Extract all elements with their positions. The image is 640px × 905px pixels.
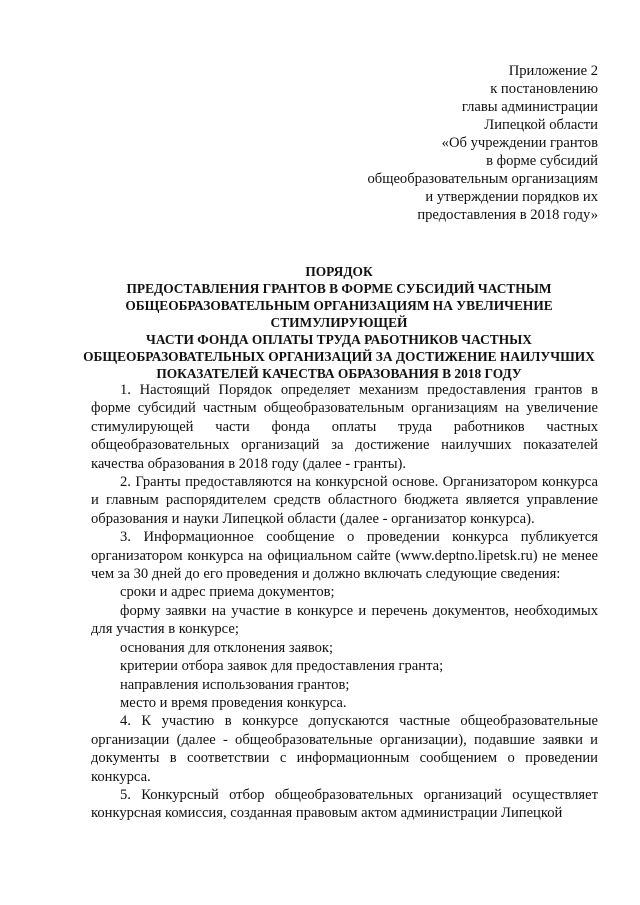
appendix-line: и утверждении порядков их (425, 189, 598, 205)
appendix-line: к постановлению (490, 81, 598, 97)
appendix-block (298, 62, 598, 224)
list-item-selection-criteria: критерии отбора заявок для предоставления гранта; (120, 658, 444, 675)
title-line: ПОРЯДОК (305, 264, 373, 279)
appendix-line: в форме субсидий (486, 153, 598, 169)
title-line: ПРЕДОСТАВЛЕНИЯ ГРАНТОВ В ФОРМЕ СУБСИДИЙ ЧАСТНЫМ (126, 281, 552, 296)
appendix-line: главы администрации (461, 99, 598, 115)
list-item-deadlines: сроки и адрес приема документов; (120, 584, 335, 601)
title-line: ЧАСТИ ФОНДА ОПЛАТЫ ТРУДА РАБОТНИКОВ ЧАСТНЫХ (146, 332, 532, 347)
list-item-grant-usage: направления использования грантов; (120, 676, 350, 693)
title-line: ОБЩЕОБРАЗОВАТЕЛЬНЫМ ОРГАНИЗАЦИЯМ НА УВЕЛИЧЕНИЕ (125, 298, 553, 313)
title-line: ОБЩЕОБРАЗОВАТЕЛЬНЫХ ОРГАНИЗАЦИЙ ЗА ДОСТИЖЕНИЕ НАИЛУЧШИХ (83, 349, 595, 364)
paragraph-5: 5. Конкурсный отбор общеобразовательных организаций осуществляет конкурсная комиссия, созданная правовым актом администрации Липецкой (91, 786, 598, 822)
paragraph-3: 3. Информационное сообщение о проведении конкурса публикуется организатором конкурса на официальном сайте (www.deptno.lipetsk.ru) не менее чем за 30 дней до его проведения и должно включать следующие сведения: (91, 529, 598, 583)
paragraph-1: 1. Настоящий Порядок определяет механизм предоставления грантов в форме субсидий частным общеобразовательным организациям на увеличение стимулирующей части фонда оплаты труда работников частных общеобразовательных организаций за достижение наилучших показателей качества образования в 2018 году (далее - гранты). (91, 382, 598, 472)
list-item-rejection-grounds: основания для отклонения заявок; (120, 639, 334, 656)
list-item-application-form: форму заявки на участие в конкурсе и перечень документов, необходимых для участия в конкурсе; (91, 602, 598, 638)
appendix-line: «Об учреждении грантов (441, 135, 598, 151)
appendix-line: общеобразовательным организациям (367, 171, 598, 187)
paragraph-4: 4. К участию в конкурсе допускаются частные общеобразовательные организации (далее - общеобразовательные организации), подавшие заявки и документы в соответствии с информационным сообщением о проведении конкурса. (91, 713, 598, 785)
title-line: СТИМУЛИРУЮЩЕЙ (270, 315, 408, 330)
document-body (91, 381, 598, 823)
title-line: ПОКАЗАТЕЛЕЙ КАЧЕСТВА ОБРАЗОВАНИЯ В 2018 ГОДУ (156, 366, 522, 381)
paragraph-2: 2. Гранты предоставляются на конкурсной основе. Организатором конкурса и главным распорядителем средств областного бюджета является управление образования и науки Липецкой области (далее - организатор конкурса). (91, 474, 598, 527)
appendix-line: предоставления в 2018 году» (417, 207, 598, 223)
list-item-venue-time: место и время проведения конкурса. (120, 694, 347, 711)
appendix-line: Липецкой области (484, 117, 598, 133)
document-title (80, 263, 598, 382)
appendix-line: Приложение 2 (508, 63, 598, 79)
